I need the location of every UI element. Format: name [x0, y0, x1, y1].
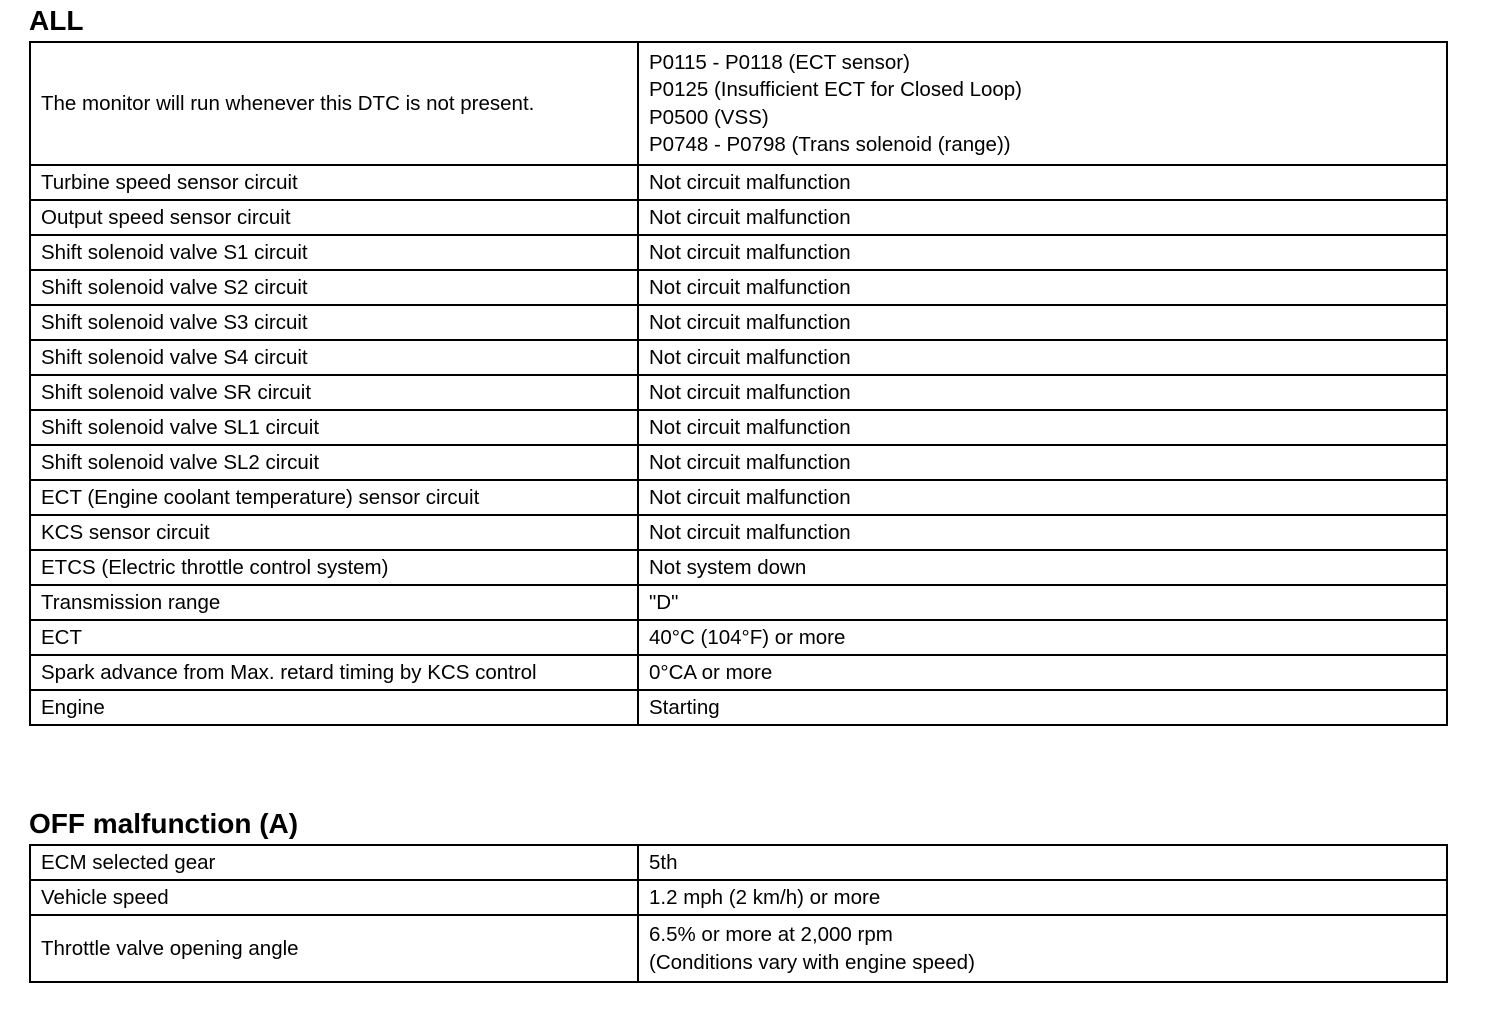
condition-label: Transmission range [30, 585, 638, 620]
condition-label: Output speed sensor circuit [30, 200, 638, 235]
condition-value: Not circuit malfunction [638, 235, 1447, 270]
condition-label: Engine [30, 690, 638, 725]
condition-label: The monitor will run whenever this DTC is not present. [30, 42, 638, 165]
condition-label: Vehicle speed [30, 880, 638, 915]
table-row [30, 200, 1447, 235]
condition-value: 0°CA or more [638, 655, 1447, 690]
condition-value: Not circuit malfunction [638, 165, 1447, 200]
table-row [30, 165, 1447, 200]
condition-value: Not circuit malfunction [638, 340, 1447, 375]
condition-label: ETCS (Electric throttle control system) [30, 550, 638, 585]
condition-label: Throttle valve opening angle [30, 915, 638, 982]
table-row [30, 585, 1447, 620]
table-row [30, 690, 1447, 725]
condition-label: Shift solenoid valve SL2 circuit [30, 445, 638, 480]
condition-label: Shift solenoid valve SL1 circuit [30, 410, 638, 445]
condition-value: Not circuit malfunction [638, 410, 1447, 445]
table-row [30, 340, 1447, 375]
table-row [30, 375, 1447, 410]
condition-value: Not circuit malfunction [638, 515, 1447, 550]
condition-value: Not system down [638, 550, 1447, 585]
conditions-table-all [29, 41, 1448, 726]
condition-label: ECM selected gear [30, 845, 638, 880]
condition-value: Not circuit malfunction [638, 375, 1447, 410]
table-row [30, 515, 1447, 550]
table-row [30, 655, 1447, 690]
section-heading-all: ALL [29, 5, 84, 36]
condition-label: Turbine speed sensor circuit [30, 165, 638, 200]
condition-label: Shift solenoid valve SR circuit [30, 375, 638, 410]
condition-value: Not circuit malfunction [638, 200, 1447, 235]
condition-label: Shift solenoid valve S4 circuit [30, 340, 638, 375]
condition-value: P0115 - P0118 (ECT sensor) P0125 (Insufficient ECT for Closed Loop) P0500 (VSS) P0748 - P0798 (Trans solenoid (range)) [638, 42, 1447, 165]
condition-label: ECT [30, 620, 638, 655]
condition-value: 6.5% or more at 2,000 rpm (Conditions vary with engine speed) [638, 915, 1447, 982]
table-row [30, 42, 1447, 165]
table-row [30, 445, 1447, 480]
condition-value: Not circuit malfunction [638, 445, 1447, 480]
condition-label: Shift solenoid valve S3 circuit [30, 305, 638, 340]
condition-value: 40°C (104°F) or more [638, 620, 1447, 655]
table-row [30, 235, 1447, 270]
condition-label: Shift solenoid valve S1 circuit [30, 235, 638, 270]
table-row [30, 270, 1447, 305]
table-row [30, 620, 1447, 655]
condition-label: KCS sensor circuit [30, 515, 638, 550]
condition-value: Not circuit malfunction [638, 305, 1447, 340]
condition-label: Spark advance from Max. retard timing by KCS control [30, 655, 638, 690]
table-row [30, 915, 1447, 982]
table-row [30, 410, 1447, 445]
condition-value: Starting [638, 690, 1447, 725]
table-row [30, 845, 1447, 880]
condition-value: Not circuit malfunction [638, 480, 1447, 515]
condition-value: 5th [638, 845, 1447, 880]
condition-value: "D" [638, 585, 1447, 620]
condition-value: 1.2 mph (2 km/h) or more [638, 880, 1447, 915]
condition-label: Shift solenoid valve S2 circuit [30, 270, 638, 305]
table-row [30, 480, 1447, 515]
section-heading-off-malfunction: OFF malfunction (A) [29, 808, 299, 839]
table-row [30, 550, 1447, 585]
condition-value: Not circuit malfunction [638, 270, 1447, 305]
table-row [30, 305, 1447, 340]
table-row [30, 880, 1447, 915]
conditions-table-off-malfunction [29, 844, 1448, 983]
condition-label: ECT (Engine coolant temperature) sensor circuit [30, 480, 638, 515]
